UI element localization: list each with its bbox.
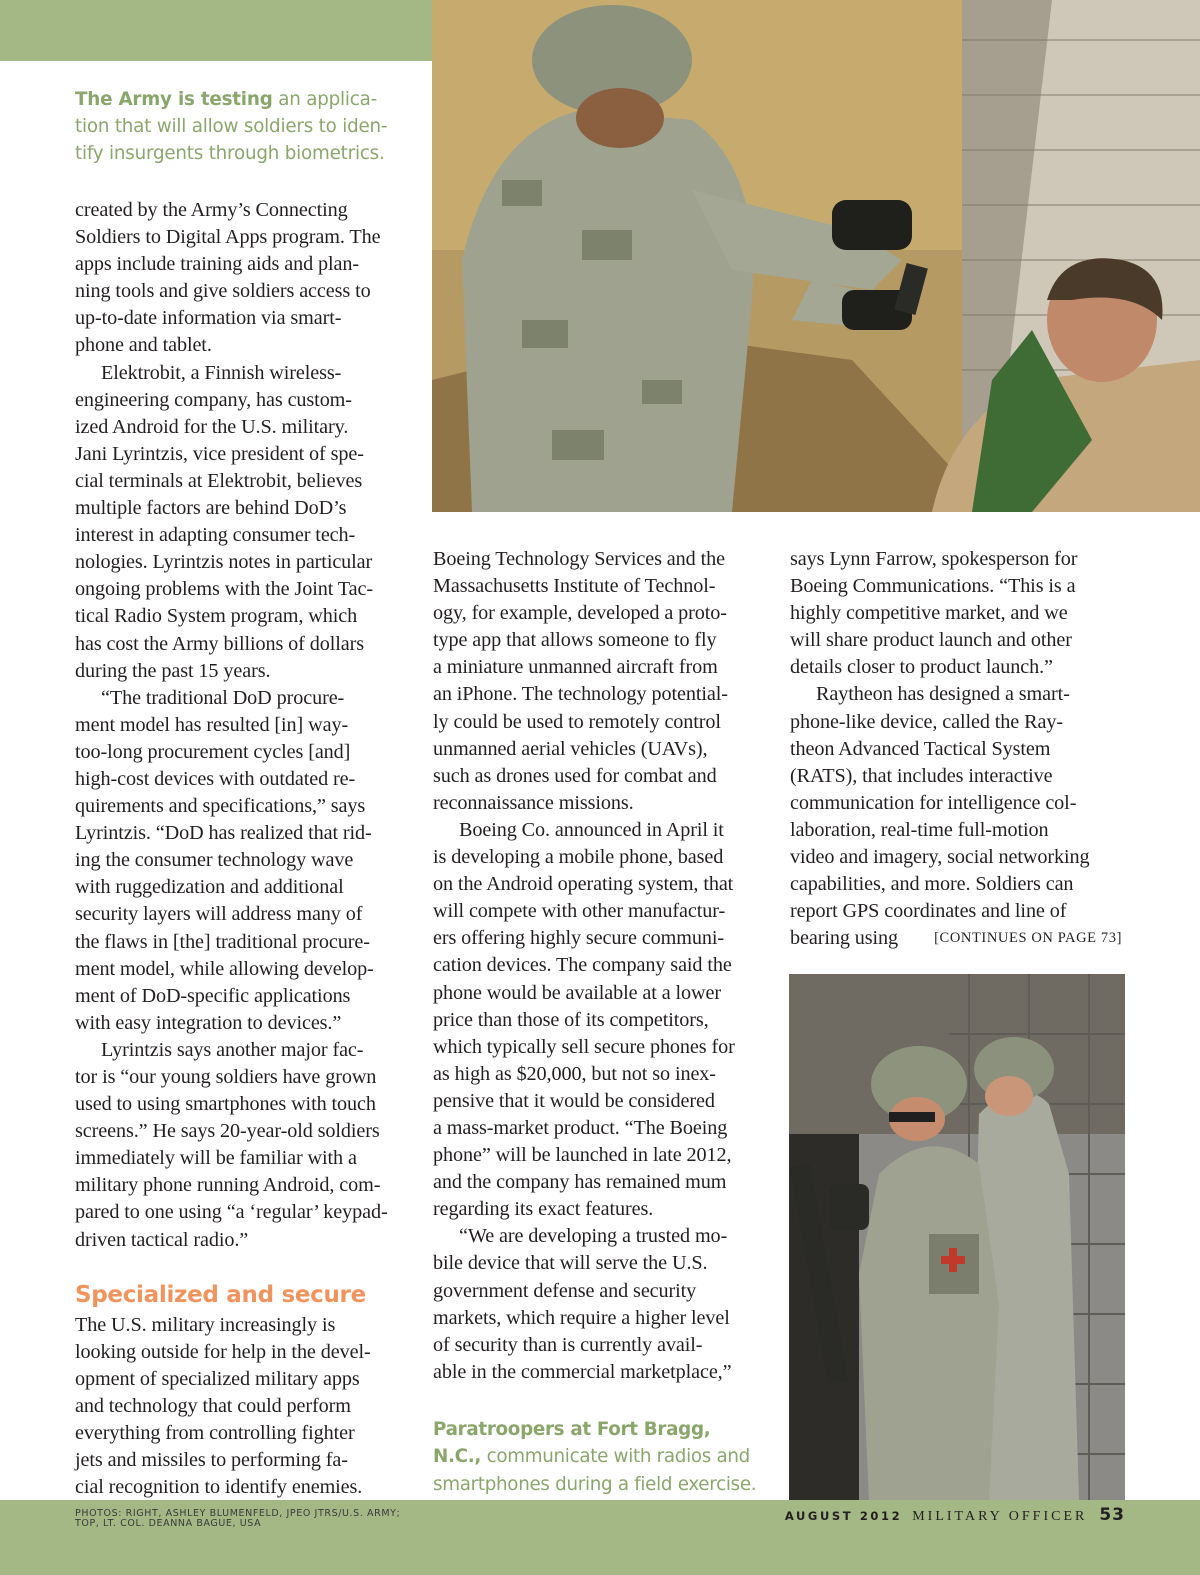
- text-line: phone-like device, called the Ray-: [790, 710, 1063, 733]
- photo-caption: [433, 1416, 773, 1499]
- text-line: of security than is currently avail-: [433, 1333, 703, 1356]
- text-line: high-cost devices with outdated re-: [75, 767, 356, 790]
- text-line: capabilities, and more. Soldiers can: [790, 873, 1074, 896]
- text-line: laboration, real-time full-motion: [790, 818, 1049, 841]
- text-line: tor is “our young soldiers have grown: [75, 1066, 377, 1088]
- text-line: Jani Lyrintzis, vice president of spe-: [75, 442, 364, 465]
- text-line: Boeing Communications. “This is a: [790, 575, 1076, 598]
- issue-date: AUGUST 2012: [784, 1509, 903, 1523]
- text-line: interest in adapting consumer tech-: [75, 524, 356, 547]
- text-line: and the company has remained mum: [433, 1171, 727, 1194]
- text-line: phone” will be launched in late 2012,: [433, 1144, 732, 1167]
- photo-soldiers-biometrics: [432, 0, 1200, 512]
- caption-text: smartphones during a field exercise.: [433, 1473, 757, 1495]
- text-line: is developing a mobile phone, based: [433, 846, 724, 869]
- text-line: reconnaissance missions.: [433, 791, 634, 814]
- text-line: an iPhone. The technology potential-: [433, 683, 728, 706]
- article-body: [433, 546, 773, 1386]
- text-line: video and imagery, social networking: [790, 846, 1090, 869]
- credit-line: TOP, LT. COL. DEANNA BAGUE, USA: [75, 1518, 262, 1529]
- folio: [785, 1505, 1125, 1529]
- text-line: a mass-market product. “The Boeing: [433, 1116, 728, 1139]
- caption-text: communicate with radios and: [486, 1446, 750, 1468]
- text-line: ment model, while allowing develop-: [75, 957, 374, 980]
- text-line: “We are developing a trusted mo-: [459, 1225, 728, 1248]
- text-line: ized Android for the U.S. military.: [75, 415, 349, 438]
- text-line: will compete with other manufactur-: [433, 900, 726, 923]
- text-line: highly competitive market, and we: [790, 602, 1068, 625]
- text-line: ning tools and give soldiers access to: [75, 280, 371, 303]
- text-line: jets and missiles to performing fa-: [75, 1449, 348, 1472]
- text-line: phone would be available at a lower: [433, 981, 721, 1004]
- text-line: Lyrintzis says another major fac-: [101, 1038, 364, 1061]
- text-line: and technology that could perform: [75, 1394, 351, 1417]
- text-line: screens.” He says 20-year-old soldiers: [75, 1120, 380, 1143]
- column-3: [790, 546, 1130, 952]
- text-line: quirements and specifications,” says: [75, 795, 366, 818]
- text-line: ogy, for example, developed a proto-: [433, 602, 727, 625]
- text-line: cial terminals at Elektrobit, believes: [75, 469, 363, 492]
- text-line: markets, which require a higher level: [433, 1306, 730, 1329]
- pull-quote: [75, 86, 415, 167]
- text-line: Lyrintzis. “DoD has realized that rid-: [75, 822, 372, 845]
- text-line: engineering company, has custom-: [75, 388, 352, 411]
- text-line: looking outside for help in the devel-: [75, 1340, 371, 1363]
- text-line: Raytheon has designed a smart-: [816, 683, 1070, 706]
- text-line: a miniature unmanned aircraft from: [433, 656, 718, 679]
- text-line: government defense and security: [433, 1279, 697, 1302]
- magazine-name: MILITARY OFFICER: [912, 1509, 1088, 1524]
- text-line: ment of DoD-specific applications: [75, 984, 351, 1007]
- credit-line: PHOTOS: RIGHT, ASHLEY BLUMENFELD, JPEO JTRS/U.S. ARMY;: [75, 1508, 401, 1519]
- text-line: ers offering highly secure communi-: [433, 927, 725, 950]
- text-line: on the Android operating system, that: [433, 873, 734, 896]
- text-line: details closer to product launch.”: [790, 656, 1053, 679]
- text-line: Elektrobit, a Finnish wireless-: [101, 361, 342, 384]
- text-line: everything from controlling fighter: [75, 1422, 355, 1445]
- column-2: [433, 546, 773, 1498]
- text-line: regarding its exact features.: [433, 1198, 654, 1221]
- text-line: Boeing Co. announced in April it: [459, 818, 724, 841]
- text-line: will share product launch and other: [790, 629, 1072, 652]
- text-line: pensive that it would be considered: [433, 1089, 715, 1112]
- pull-quote-text: tion that will allow soldiers to iden-: [75, 116, 388, 137]
- text-line: ing the consumer technology wave: [75, 849, 354, 872]
- section-subhead: Specialized and secure: [75, 1281, 366, 1308]
- header-band: [0, 0, 432, 61]
- page-number: 53: [1099, 1505, 1125, 1525]
- text-line: Massachusetts Institute of Technol-: [433, 575, 716, 598]
- text-line: tical Radio System program, which: [75, 605, 358, 628]
- text-line: [790, 925, 1122, 952]
- text-line: ongoing problems with the Joint Tac-: [75, 578, 373, 601]
- article-body-continued: [75, 1312, 415, 1502]
- text-line: such as drones used for combat and: [433, 764, 717, 787]
- text-line: apps include training aids and plan-: [75, 253, 359, 276]
- text-line: multiple factors are behind DoD’s: [75, 497, 347, 520]
- text-line: phone and tablet.: [75, 334, 212, 357]
- text-line: up-to-date information via smart-: [75, 307, 342, 330]
- text-line: ly could be used to remotely control: [433, 710, 721, 733]
- text-line: unmanned aerial vehicles (UAVs),: [433, 737, 708, 760]
- pull-quote-text: tify insurgents through biometrics.: [75, 143, 385, 164]
- pull-quote-lead: The Army is testing: [75, 89, 273, 110]
- text-line: nologies. Lyrintzis notes in particular: [75, 551, 373, 574]
- text-line: the flaws in [the] traditional procure-: [75, 930, 370, 953]
- text-line: military phone running Android, com-: [75, 1174, 381, 1197]
- photo-credits: [75, 1509, 495, 1529]
- text-line: bile device that will serve the U.S.: [433, 1252, 708, 1275]
- continued-jump: [CONTINUES ON PAGE 73]: [934, 930, 1122, 947]
- photo-paratroopers: [789, 974, 1125, 1500]
- text-line: during the past 15 years.: [75, 659, 271, 682]
- text-line: Soldiers to Digital Apps program. The: [75, 226, 381, 249]
- pull-quote-text: an applica-: [278, 89, 378, 110]
- article-body: [790, 546, 1130, 952]
- text-line: “The traditional DoD procure-: [101, 686, 345, 709]
- text-line: with easy integration to devices.”: [75, 1011, 342, 1034]
- column-1: [75, 86, 415, 1501]
- text-line: which typically sell secure phones for: [433, 1035, 735, 1058]
- text-line: says Lynn Farrow, spokesperson for: [790, 548, 1078, 570]
- text-line: type app that allows someone to fly: [433, 629, 717, 652]
- text-line: (RATS), that includes interactive: [790, 764, 1053, 787]
- article-body: [75, 197, 415, 1254]
- text-line: immediately will be familiar with a: [75, 1147, 357, 1170]
- text-line: used to using smartphones with touch: [75, 1093, 376, 1116]
- caption-lead: Paratroopers at Fort Bragg,: [433, 1418, 711, 1440]
- text-line: The U.S. military increasingly is: [75, 1313, 336, 1336]
- text-line: report GPS coordinates and line of: [790, 900, 1067, 923]
- text-line: too-long procurement cycles [and]: [75, 740, 351, 763]
- text-line: cial recognition to identify enemies.: [75, 1476, 363, 1499]
- text-line: as high as $20,000, but not so inex-: [433, 1062, 716, 1085]
- text-line: theon Advanced Tactical System: [790, 737, 1051, 760]
- text-line: opment of specialized military apps: [75, 1367, 360, 1390]
- text-line: has cost the Army billions of dollars: [75, 632, 364, 655]
- text-line: Boeing Technology Services and the: [433, 548, 725, 570]
- text-line-end: bearing using: [790, 927, 899, 950]
- text-line: ment model has resulted [in] way-: [75, 713, 349, 736]
- text-line: cation devices. The company said the: [433, 954, 732, 977]
- text-line: created by the Army’s Connecting: [75, 199, 348, 221]
- text-line: able in the commercial marketplace,”: [433, 1360, 732, 1383]
- text-line: with ruggedization and additional: [75, 876, 344, 899]
- text-line: communication for intelligence col-: [790, 791, 1077, 814]
- text-line: driven tactical radio.”: [75, 1228, 249, 1251]
- caption-lead: N.C.,: [433, 1446, 482, 1468]
- text-line: price than those of its competitors,: [433, 1008, 709, 1031]
- text-line: security layers will address many of: [75, 903, 363, 926]
- text-line: pared to one using “a ‘regular’ keypad-: [75, 1201, 388, 1224]
